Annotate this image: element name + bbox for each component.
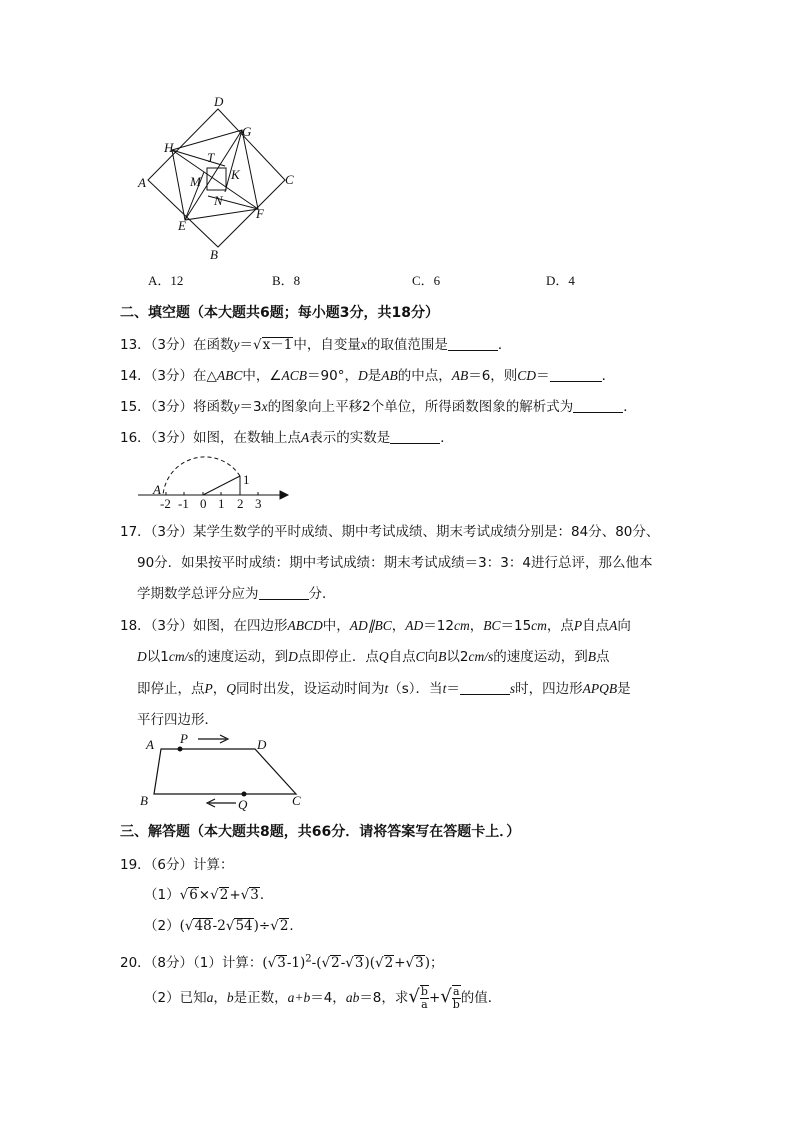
q14-abc: ABC (216, 368, 243, 383)
q18-l2-d: D (137, 649, 147, 664)
q18-q2: Q (226, 681, 236, 696)
point-a-label: A (153, 482, 161, 497)
q13-tail: 的取值范围是 (366, 337, 448, 353)
q18-cm2: cm (531, 618, 547, 633)
q20-p2b: ， (213, 990, 227, 1007)
q20-p2c: 是正数， (233, 990, 288, 1007)
question-13 (120, 333, 511, 353)
q15-x: x (261, 399, 268, 414)
label-g: G (242, 124, 252, 139)
q20-apb: a+b (287, 990, 311, 1006)
q14-t2: 中，∠ (242, 368, 282, 384)
outer-square (148, 109, 285, 247)
q15-t2: ＝3 (239, 399, 262, 415)
q13-x: x (360, 337, 367, 352)
q14-t6: ＝6，则 (468, 368, 518, 384)
q20-head: 20．（8分）（1）计算： (120, 955, 263, 971)
trap-label-b: B (140, 793, 148, 808)
point-p (178, 747, 183, 752)
q18-p2: P (204, 681, 213, 696)
q18-l2i: 点 (595, 649, 610, 665)
q20-e1-close: )( (364, 955, 375, 971)
q18-apqb: APQB (582, 681, 618, 696)
q19-p2-open: ( (179, 918, 185, 934)
q18-l3e: ＝ (446, 681, 460, 697)
q15-t1: 15．（3分）将函数 (120, 399, 234, 415)
q14-ab: AB (381, 368, 398, 383)
tick-label-neg2: -2 (160, 496, 171, 510)
q18-l3a: 即停止，点 (137, 681, 205, 697)
q19-p1-label: （1） (144, 887, 180, 903)
label-a: A (138, 175, 146, 190)
q20-e1-sup: 2 (305, 953, 312, 965)
tick-label-1: 1 (218, 496, 225, 510)
q13-prefix: 13．（3分）在函数 (120, 337, 234, 353)
trap-label-p: P (180, 731, 188, 746)
label-m: M (190, 174, 201, 189)
trapezoid-abcd (154, 749, 296, 794)
q20-b: b (226, 990, 234, 1006)
q18-answer-blank[interactable] (460, 680, 510, 695)
axis-arrow-icon (280, 491, 288, 499)
q20-e1-end: )； (424, 955, 444, 971)
q20-a: a (206, 990, 214, 1006)
q18-speed1: cm/s (168, 649, 194, 664)
q13-answer-blank[interactable] (448, 336, 498, 351)
option-c: C．6 (412, 273, 441, 288)
q17-answer-blank[interactable] (259, 585, 309, 600)
q20-p2e: ＝8，求 (359, 990, 409, 1007)
q19-sqrt1-sign: √ (179, 887, 189, 903)
q16-end: ． (440, 430, 454, 446)
label-b: B (210, 247, 218, 262)
point-q (242, 792, 247, 797)
q20-sqrt5-sign: √ (405, 955, 415, 971)
q18-l2e: 自点 (388, 649, 416, 665)
q18-l3f: 时，四边形 (515, 681, 583, 697)
q13-end: ． (497, 337, 512, 353)
q18-ad-bc: AD∥BC (349, 618, 392, 633)
question-20-part1 (120, 951, 444, 971)
q16-a: A (301, 430, 310, 445)
q18-l3c: 同时出发，设运动时间为 (236, 681, 385, 697)
q14-ab2: AB (451, 368, 469, 383)
q18-cm1: cm (453, 618, 470, 633)
q20-e1-r1: 3 (277, 955, 286, 971)
q14-t3: ＝90°， (307, 368, 358, 384)
q18-l1h: 自点 (582, 618, 610, 634)
question-17-line3 (137, 582, 336, 602)
question-15 (120, 395, 637, 415)
q15-t3: 的图象向上平移2个单位，所得函数图象的解析式为 (267, 399, 574, 415)
q18-l2h: 的速度运动，到 (493, 649, 588, 665)
q13-radicand: x－1 (262, 337, 293, 353)
q18-l1i: 向 (617, 618, 631, 634)
label-h: H (164, 140, 174, 155)
q20-plus: + (428, 990, 441, 1007)
q19-p1-r2: 2 (219, 887, 229, 903)
q20-sqrt-frac1-sign: √ (408, 986, 420, 1008)
q18-l1g: ，点 (546, 618, 574, 634)
q18-speed2: cm/s (468, 649, 494, 664)
q14-answer-blank[interactable] (550, 367, 602, 382)
q13-sqrt-sign: √ (253, 337, 262, 353)
q20-sqrt1-sign: √ (267, 955, 277, 971)
q20-p2a: （2）已知 (144, 990, 207, 1007)
q15-answer-blank[interactable] (573, 398, 623, 413)
q19-p1-r1: 6 (189, 887, 198, 903)
section-fill-in-title: 二、填空题（本大题共6题；每小题3分，共18分） (120, 305, 439, 321)
q18-l1f: ＝15 (500, 618, 532, 634)
tick-label-3: 3 (255, 496, 262, 510)
q20-e1-minus: - (340, 955, 346, 971)
q20-sqrt4-sign: √ (375, 955, 384, 971)
option-d: D．4 (546, 273, 575, 288)
q18-l2d: 点即停止．点 (297, 649, 379, 665)
q20-e1-r2: 2 (331, 955, 340, 971)
label-d: D (214, 94, 224, 109)
q18-b: B (438, 649, 447, 664)
q14-t5: 的中点， (397, 368, 452, 384)
q20-sqrt2-sign: √ (321, 955, 331, 971)
tick-label-neg1: -1 (178, 496, 189, 510)
section-solve-title: 三、解答题（本大题共8题，共66分．请将答案写在答题卡上．） (120, 824, 521, 840)
compass-arc (163, 457, 240, 495)
question-18-line2 (137, 645, 609, 665)
tick-label-0: 0 (200, 496, 207, 510)
q20-frac2-num: a (452, 985, 460, 998)
option-a: A．12 (148, 273, 184, 288)
q19-p2-r2: 54 (235, 918, 253, 934)
segment-ht (172, 150, 225, 166)
q14-t1: 14．（3分）在△ (120, 368, 217, 384)
q16-t1: 16．（3分）如图，在数轴上点 (120, 430, 302, 446)
q20-e1-r4: 2 (384, 955, 394, 971)
q20-frac2-den: b (452, 998, 460, 1012)
trap-label-a: A (146, 737, 154, 752)
q18-a: A (609, 618, 618, 633)
q18-l1c: ， (391, 618, 406, 634)
q19-p1-op1: × (198, 887, 211, 903)
q13-suffix: 中，自变量 (293, 337, 361, 353)
segment-gk (225, 130, 242, 192)
q13-y: y (233, 337, 240, 352)
q20-frac1-den: a (421, 998, 428, 1012)
number-line-figure (134, 444, 294, 510)
q20-e1-open: ( (262, 955, 268, 971)
q20-sqrt-frac2-sign: √ (440, 986, 452, 1008)
q19-sqrt3-sign: √ (240, 887, 250, 903)
q15-y: y (233, 399, 240, 414)
q17-l3b: 分． (308, 586, 336, 602)
question-14 (120, 364, 615, 384)
question-17-line1: 17．（3分）某学生数学的平时成绩、期中考试成绩、期末考试成绩分别是：84分、80分、 (120, 524, 660, 540)
question-20-part2 (144, 985, 501, 1011)
q20-e1-mid: -( (311, 955, 322, 971)
label-n: N (214, 193, 223, 208)
q18-ad: AD (405, 618, 424, 633)
q18-d2: D (288, 649, 298, 664)
q20-ab: ab (345, 990, 360, 1006)
label-c: C (285, 172, 294, 187)
q19-p2-end: ． (289, 918, 303, 934)
q16-t2: 表示的实数是 (309, 430, 391, 446)
q13-eq: ＝ (239, 337, 254, 353)
q18-l3b: ， (212, 681, 227, 697)
q14-cd: CD (517, 368, 537, 383)
q19-p2-close: ) (253, 918, 259, 934)
q20-frac1-num: b (420, 985, 428, 998)
question-18-line4: 平行四边形． (137, 712, 218, 728)
q18-abcd: ABCD (287, 618, 323, 633)
q18-l2c: 的速度运动，到 (193, 649, 289, 665)
q18-l3g: 是 (617, 681, 631, 697)
q20-p2d: ＝4， (310, 990, 346, 1007)
trap-label-c: C (292, 793, 301, 808)
q18-t: t (384, 681, 389, 696)
q18-l1a: 18．（3分）如图，在四边形 (120, 618, 288, 634)
label-e: E (178, 218, 186, 233)
q14-t7: ＝ (536, 368, 550, 384)
question-18-line1 (120, 614, 631, 634)
q19-p1-op2: + (229, 887, 241, 903)
q16-answer-blank[interactable] (390, 429, 440, 444)
q18-q: Q (378, 649, 389, 664)
q19-p2-r3: 2 (279, 918, 289, 934)
q19-p1-r3: 3 (250, 887, 259, 903)
q18-l2b: 以1 (146, 649, 169, 665)
label-t: T (207, 150, 215, 165)
q18-l2g: 以2 (446, 649, 469, 665)
q20-frac2 (452, 985, 461, 1011)
q18-b2: B (587, 649, 596, 664)
q18-l3d: （s）．当 (388, 681, 443, 697)
trap-label-q: Q (238, 797, 248, 812)
q19-sqrt5-sign: √ (225, 918, 235, 934)
question-17-line2: 90分．如果按平时成绩：期中考试成绩：期末考试成绩＝3：3：4进行总评，那么他本 (137, 555, 653, 571)
q14-t4: 是 (367, 368, 382, 384)
question-19-head: 19．（6分）计算： (120, 857, 234, 873)
q18-c: C (415, 649, 425, 664)
option-b: B．8 (272, 273, 301, 288)
q20-e1-m1: -1) (286, 955, 306, 971)
q18-l2f: 向 (424, 649, 439, 665)
q20-e1-r3: 3 (354, 955, 364, 971)
q19-p2-div: ÷ (258, 918, 271, 934)
q20-e1-plus: + (394, 955, 406, 971)
q14-end: ． (601, 368, 616, 384)
q18-l1d: ＝12 (423, 618, 454, 634)
q20-e1-r5: 3 (415, 955, 424, 971)
q19-p2-mid: -2 (212, 918, 226, 934)
question-19-part1 (144, 883, 273, 903)
q18-p: P (573, 618, 583, 633)
height-label: 1 (243, 472, 250, 487)
q20-p2f: 的值． (460, 990, 502, 1007)
tick-label-2: 2 (237, 496, 244, 510)
q19-p1-end: ． (259, 887, 274, 903)
q18-l1b: 中， (322, 618, 350, 634)
q14-d: D (357, 368, 368, 383)
q18-l1e: ， (469, 618, 484, 634)
q19-p2-label: （2） (144, 918, 180, 934)
q20-sqrt3-sign: √ (345, 955, 354, 971)
q18-bc: BC (483, 618, 501, 633)
trapezoid-figure (136, 727, 316, 813)
q19-sqrt4-sign: √ (184, 918, 194, 934)
question-18-line3 (137, 677, 631, 697)
question-16 (120, 426, 454, 446)
label-k: K (231, 167, 240, 182)
q15-end: ． (623, 399, 637, 415)
q20-frac1 (420, 985, 429, 1011)
inner-square (207, 168, 226, 190)
q19-p2-r1: 48 (194, 918, 212, 934)
q19-sqrt2-sign: √ (210, 887, 219, 903)
trap-label-d: D (257, 737, 267, 752)
q18-s: s (509, 681, 516, 696)
q14-acb: ACB (281, 368, 308, 383)
q19-sqrt6-sign: √ (270, 918, 279, 934)
nested-squares-figure (130, 92, 300, 262)
label-f: F (256, 206, 264, 221)
q18-t2: t (442, 681, 447, 696)
q17-l3a: 学期数学总评分应为 (137, 586, 259, 602)
question-19-part2 (144, 914, 303, 934)
